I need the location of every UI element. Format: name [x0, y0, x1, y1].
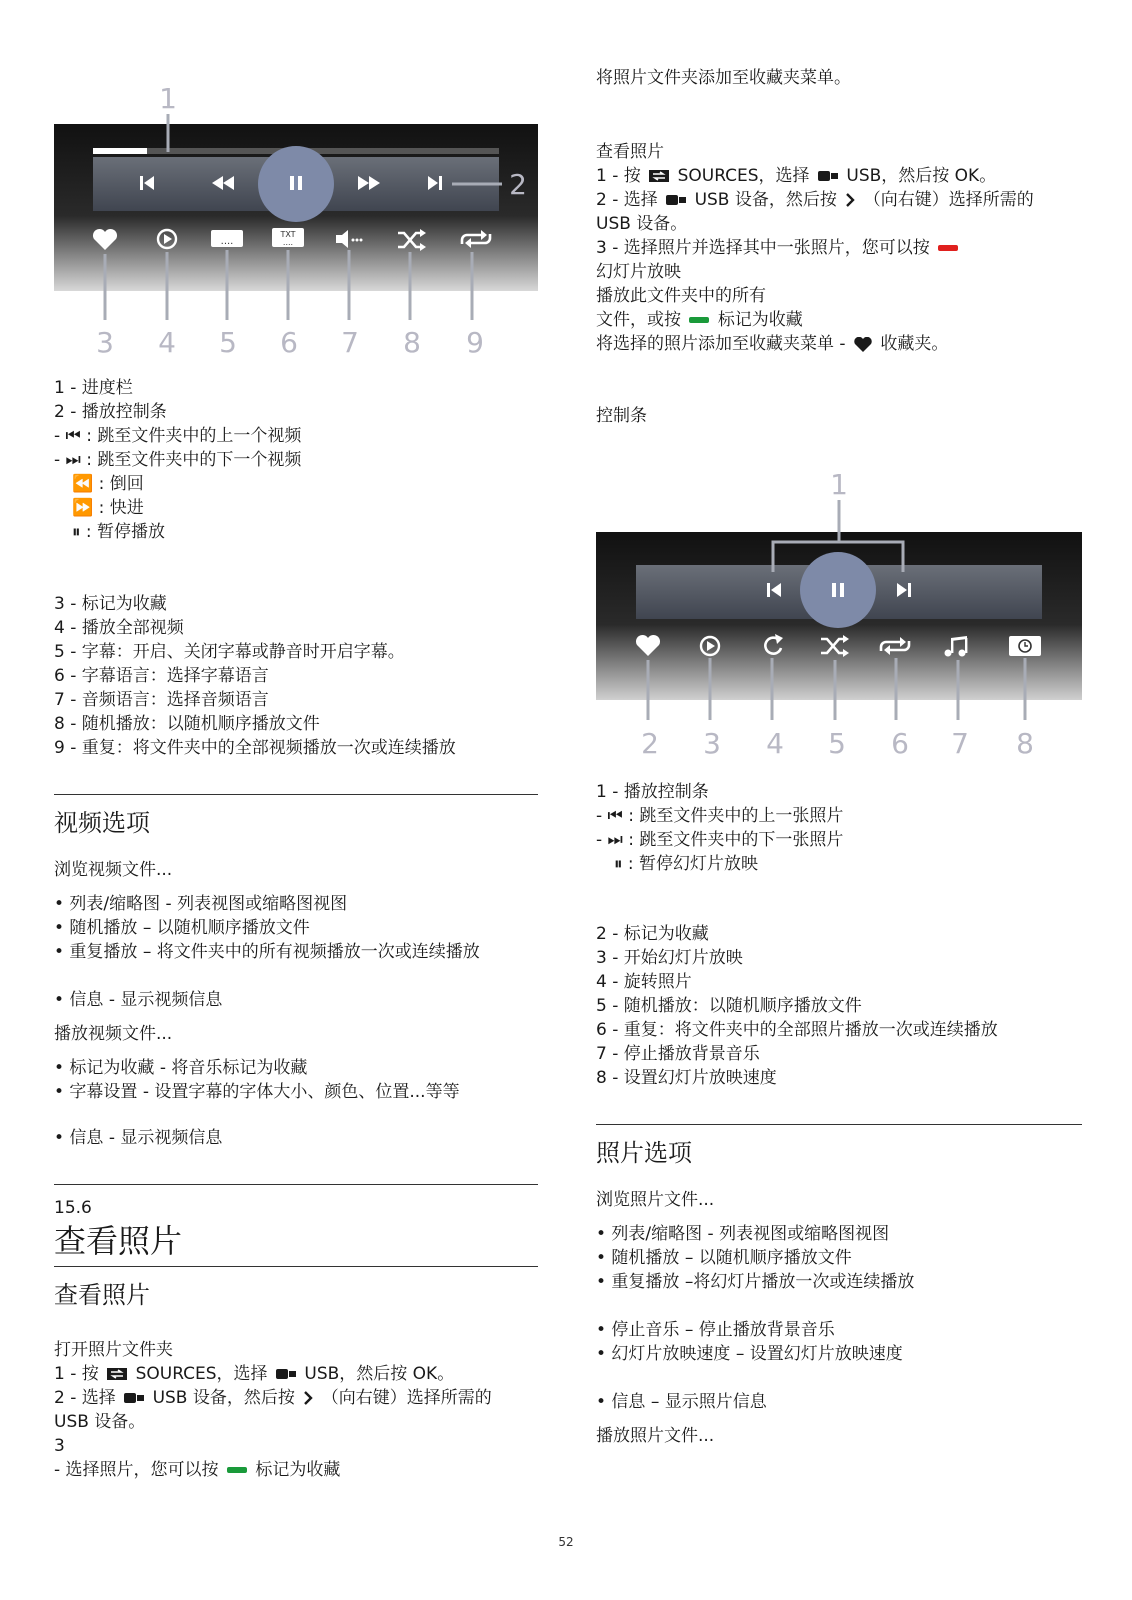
step-3: 3 — [54, 1436, 65, 1456]
callout-1: 1 — [159, 84, 177, 115]
legend-item: - ⏮ : 跳至文件夹中的上一张照片 — [596, 806, 844, 826]
callout-8: 8 — [1016, 727, 1034, 760]
callout-7: 7 — [341, 326, 359, 359]
pause-highlight — [800, 552, 876, 628]
list-item: • 列表/缩略图 - 列表视图或缩略图视图 — [596, 1224, 890, 1244]
teletext-icon — [272, 228, 304, 247]
legend-item: - ⏮ : 跳至文件夹中的上一个视频 — [54, 426, 302, 446]
legend-item: - ⏭ : 跳至文件夹中的下一张照片 — [596, 830, 844, 850]
legend-item: - ⏭ : 跳至文件夹中的下一个视频 — [54, 450, 302, 470]
legend-item: ⏪ : 倒回 — [72, 474, 144, 494]
subtitle-icon — [211, 230, 243, 247]
video-options-heading: 视频选项 — [54, 809, 150, 837]
list-item: • 停止音乐 – 停止播放背景音乐 — [596, 1320, 835, 1340]
control-bar-label: 控制条 — [596, 406, 647, 426]
legend-item: 8 - 设置幻灯片放映速度 — [596, 1068, 777, 1088]
step-2: 2 - 选择 USB 设备，然后按 （向右键）选择所需的 — [54, 1388, 492, 1408]
section-number: 15.6 — [54, 1198, 92, 1218]
callout-5: 5 — [219, 326, 237, 359]
step-1: 1 - 按 SOURCES，选择 USB，然后按 OK。 — [596, 166, 997, 186]
svg-text:....: .... — [282, 238, 294, 247]
photo-player-diagram — [596, 470, 1082, 770]
legend-item: 8 - 随机播放：以随机顺序播放文件 — [54, 714, 320, 734]
divider — [54, 1184, 538, 1185]
step-3-cont: 播放此文件夹中的所有 — [596, 286, 766, 306]
legend-item: 3 - 标记为收藏 — [54, 594, 167, 614]
heart-icon — [854, 337, 872, 352]
photo-options-heading: 照片选项 — [596, 1139, 692, 1167]
legend-item: 9 - 重复：将文件夹中的全部视频播放一次或连续播放 — [54, 738, 456, 758]
browse-photo-label: 浏览照片文件... — [596, 1190, 715, 1210]
chevron-right-icon — [303, 1391, 313, 1405]
sources-icon — [107, 1368, 127, 1380]
page-number: 52 — [558, 1535, 574, 1549]
video-player-diagram — [54, 84, 538, 364]
step-3: 3 - 选择照片并选择其中一张照片，您可以按 — [596, 236, 961, 260]
callout-1: 1 — [830, 470, 848, 501]
step-1: 1 - 按 SOURCES，选择 USB，然后按 OK。 — [54, 1364, 455, 1384]
callout-6: 6 — [280, 326, 298, 359]
green-key-icon — [227, 1467, 247, 1473]
list-item: • 标记为收藏 - 将音乐标记为收藏 — [54, 1058, 308, 1078]
step-3-cont: - 选择照片，您可以按 标记为收藏 — [54, 1460, 341, 1480]
usb-icon — [276, 1368, 296, 1380]
step-2-cont: USB 设备。 — [54, 1412, 146, 1432]
red-key-icon — [938, 245, 958, 251]
section-title: 查看照片 — [54, 1222, 183, 1260]
list-item: • 信息 - 显示视频信息 — [54, 990, 223, 1010]
top-line: 将照片文件夹添加至收藏夹菜单。 — [596, 68, 851, 88]
callout-3: 3 — [96, 326, 114, 359]
callout-8: 8 — [403, 326, 421, 359]
slideshow-speed-icon — [1009, 636, 1041, 656]
progress-fill — [93, 148, 147, 154]
svg-text:....: .... — [220, 236, 234, 247]
callout-2: 2 — [509, 168, 527, 201]
legend-item: 2 - 播放控制条 — [54, 402, 167, 422]
legend-item: ⏸ : 暂停幻灯片放映 — [614, 854, 759, 874]
legend-item: 6 - 重复：将文件夹中的全部照片播放一次或连续播放 — [596, 1020, 998, 1040]
browse-video-label: 浏览视频文件... — [54, 860, 173, 880]
divider — [596, 1124, 1082, 1125]
step-2: 2 - 选择 USB 设备，然后按 （向右键）选择所需的 — [596, 190, 1034, 210]
legend-item: ⏩ : 快进 — [72, 498, 144, 518]
usb-icon — [666, 194, 686, 206]
callout-2: 2 — [641, 727, 659, 760]
legend-item: 3 - 开始幻灯片放映 — [596, 948, 743, 968]
open-folder-label: 打开照片文件夹 — [54, 1340, 173, 1360]
step-3-cont: 将选择的照片添加至收藏夹菜单 - 收藏夹。 — [596, 334, 949, 354]
callout-5: 5 — [828, 727, 846, 760]
legend-item: 4 - 旋转照片 — [596, 972, 692, 992]
list-item: • 列表/缩略图 - 列表视图或缩略图视图 — [54, 894, 348, 914]
list-item: • 信息 - 显示视频信息 — [54, 1128, 223, 1148]
list-item: • 重复播放 –将幻灯片播放一次或连续播放 — [596, 1272, 915, 1292]
legend-item: 4 - 播放全部视频 — [54, 618, 184, 638]
list-item: • 信息 – 显示照片信息 — [596, 1392, 767, 1412]
callout-9: 9 — [466, 326, 484, 359]
legend-item: 6 - 字幕语言：选择字幕语言 — [54, 666, 269, 686]
legend-item: ⏸ : 暂停播放 — [72, 522, 166, 542]
list-item: • 随机播放 – 以随机顺序播放文件 — [54, 918, 310, 938]
callout-7: 7 — [951, 727, 969, 760]
usb-icon — [818, 170, 838, 182]
chevron-right-icon — [845, 193, 855, 207]
legend-item: 1 - 进度栏 — [54, 378, 133, 398]
subsection-title: 查看照片 — [54, 1281, 150, 1309]
callout-6: 6 — [891, 727, 909, 760]
play-video-label: 播放视频文件... — [54, 1024, 173, 1044]
legend-item: 7 - 停止播放背景音乐 — [596, 1044, 760, 1064]
play-photo-label: 播放照片文件... — [596, 1426, 715, 1446]
step-3-cont: 文件，或按 标记为收藏 — [596, 310, 803, 330]
legend-item: 2 - 标记为收藏 — [596, 924, 709, 944]
step-3-cont: 幻灯片放映 — [596, 262, 681, 282]
list-item: • 幻灯片放映速度 – 设置幻灯片放映速度 — [596, 1344, 903, 1364]
legend-item: 5 - 字幕：开启、关闭字幕或静音时开启字幕。 — [54, 642, 405, 662]
callout-4: 4 — [766, 727, 784, 760]
callout-4: 4 — [158, 326, 176, 359]
step-2-cont: USB 设备。 — [596, 214, 688, 234]
legend-item: 5 - 随机播放：以随机顺序播放文件 — [596, 996, 862, 1016]
list-item: • 随机播放 – 以随机顺序播放文件 — [596, 1248, 852, 1268]
view-photo-label: 查看照片 — [596, 142, 664, 162]
legend-item: 7 - 音频语言：选择音频语言 — [54, 690, 269, 710]
list-item: • 重复播放 – 将文件夹中的所有视频播放一次或连续播放 — [54, 942, 480, 962]
list-item: • 字幕设置 - 设置字幕的字体大小、颜色、位置...等等 — [54, 1082, 460, 1102]
sources-icon — [649, 170, 669, 182]
usb-icon — [124, 1392, 144, 1404]
divider — [54, 794, 538, 795]
pause-highlight — [258, 146, 334, 222]
divider — [54, 1266, 538, 1267]
legend-item: 1 - 播放控制条 — [596, 782, 709, 802]
svg-text:TXT: TXT — [280, 230, 296, 239]
green-key-icon — [689, 317, 709, 323]
callout-3: 3 — [703, 727, 721, 760]
